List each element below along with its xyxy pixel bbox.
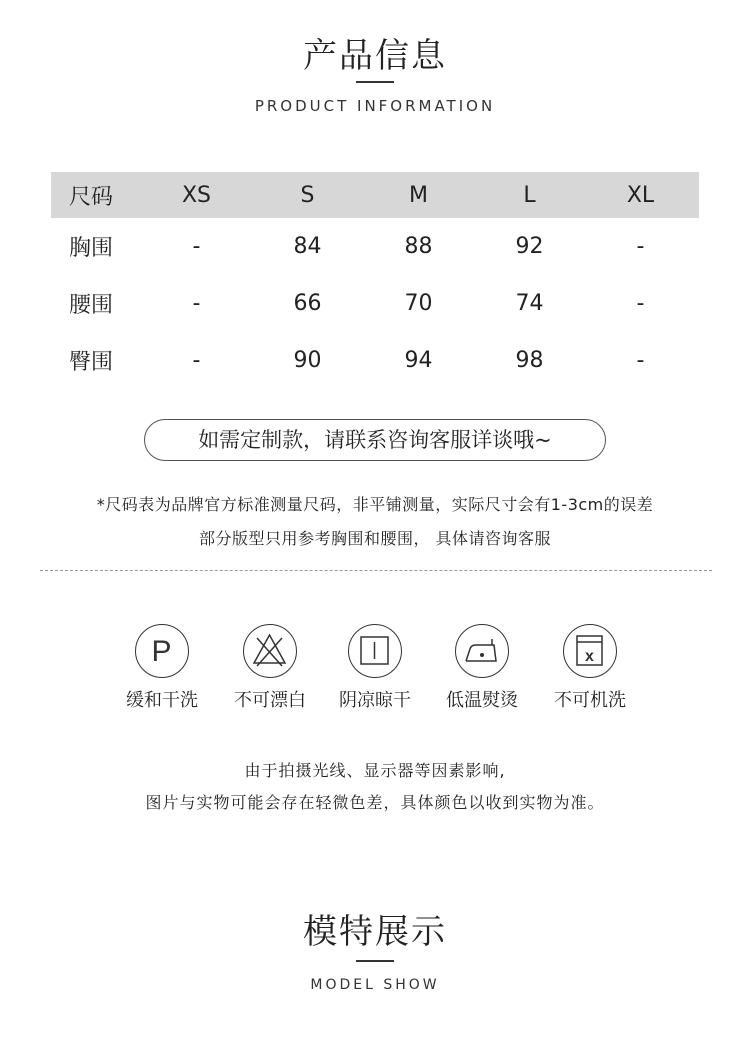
size-note-line1: *尺码表为品牌官方标准测量尺码，非平铺测量，实际尺寸会有1-3cm的误差 <box>96 495 654 514</box>
table-cell: 94 <box>404 348 433 373</box>
header-cell: L <box>523 182 536 208</box>
professional-dry-clean-icon <box>135 624 189 678</box>
table-cell: - <box>636 291 645 316</box>
model-show-title: 模特展示 <box>303 912 447 952</box>
care-label: 不可漂白 <box>234 690 306 711</box>
table-row <box>51 218 699 275</box>
table-cell: 腰围 <box>69 293 114 318</box>
table-cell: 74 <box>515 291 544 316</box>
custom-order-notice: 如需定制款，请联系咨询客服详谈哦~ <box>144 419 606 461</box>
care-item <box>215 624 325 712</box>
product-info-subtitle: PRODUCT INFORMATION <box>254 97 496 115</box>
table-cell: - <box>636 348 645 373</box>
color-disclaimer-line1: 由于拍摄光线、显示器等因素影响, <box>244 761 506 780</box>
low-temp-iron-icon <box>455 624 509 678</box>
table-cell: 胸围 <box>69 236 114 261</box>
header-cell: XL <box>626 182 655 208</box>
care-item <box>107 624 217 712</box>
table-cell: 臀围 <box>69 350 114 375</box>
care-item <box>535 624 645 712</box>
model-show-subtitle: MODEL SHOW <box>310 977 440 993</box>
header-cell: M <box>409 182 428 208</box>
section-divider <box>40 570 712 571</box>
size-table <box>51 172 699 389</box>
title-divider <box>356 81 394 83</box>
color-disclaimer-line2: 图片与实物可能会存在轻微色差，具体颜色以收到实物为准。 <box>145 793 605 812</box>
no-machine-wash-icon <box>563 624 617 678</box>
care-item <box>427 624 537 712</box>
header-cell: 尺码 <box>69 184 114 210</box>
care-label: 低温熨烫 <box>446 690 518 711</box>
table-cell: 90 <box>293 348 322 373</box>
table-cell: - <box>192 291 201 316</box>
care-label: 不可机洗 <box>554 690 626 711</box>
table-cell: - <box>192 348 201 373</box>
table-cell: - <box>192 234 201 259</box>
header-cell: XS <box>181 182 212 208</box>
dry-in-shade-icon <box>348 624 402 678</box>
care-label: 缓和干洗 <box>126 690 198 711</box>
title-divider <box>356 960 394 962</box>
table-cell: 98 <box>515 348 544 373</box>
svg-text:P: P <box>151 635 172 668</box>
header-cell: S <box>300 182 315 208</box>
table-cell: 92 <box>515 234 544 259</box>
product-info-title: 产品信息 <box>303 36 447 76</box>
table-cell: 84 <box>293 234 322 259</box>
size-note-line2: 部分版型只用参考胸围和腰围， 具体请咨询客服 <box>198 529 552 548</box>
table-cell: 70 <box>404 291 433 316</box>
table-cell: 66 <box>293 291 322 316</box>
table-cell: - <box>636 234 645 259</box>
table-row <box>51 332 699 389</box>
table-row <box>51 275 699 332</box>
size-table-header <box>51 172 699 218</box>
svg-text:x: x <box>585 648 594 665</box>
table-cell: 88 <box>404 234 433 259</box>
care-label: 阴凉晾干 <box>339 690 411 711</box>
no-bleach-icon <box>243 624 297 678</box>
care-item <box>320 624 430 712</box>
